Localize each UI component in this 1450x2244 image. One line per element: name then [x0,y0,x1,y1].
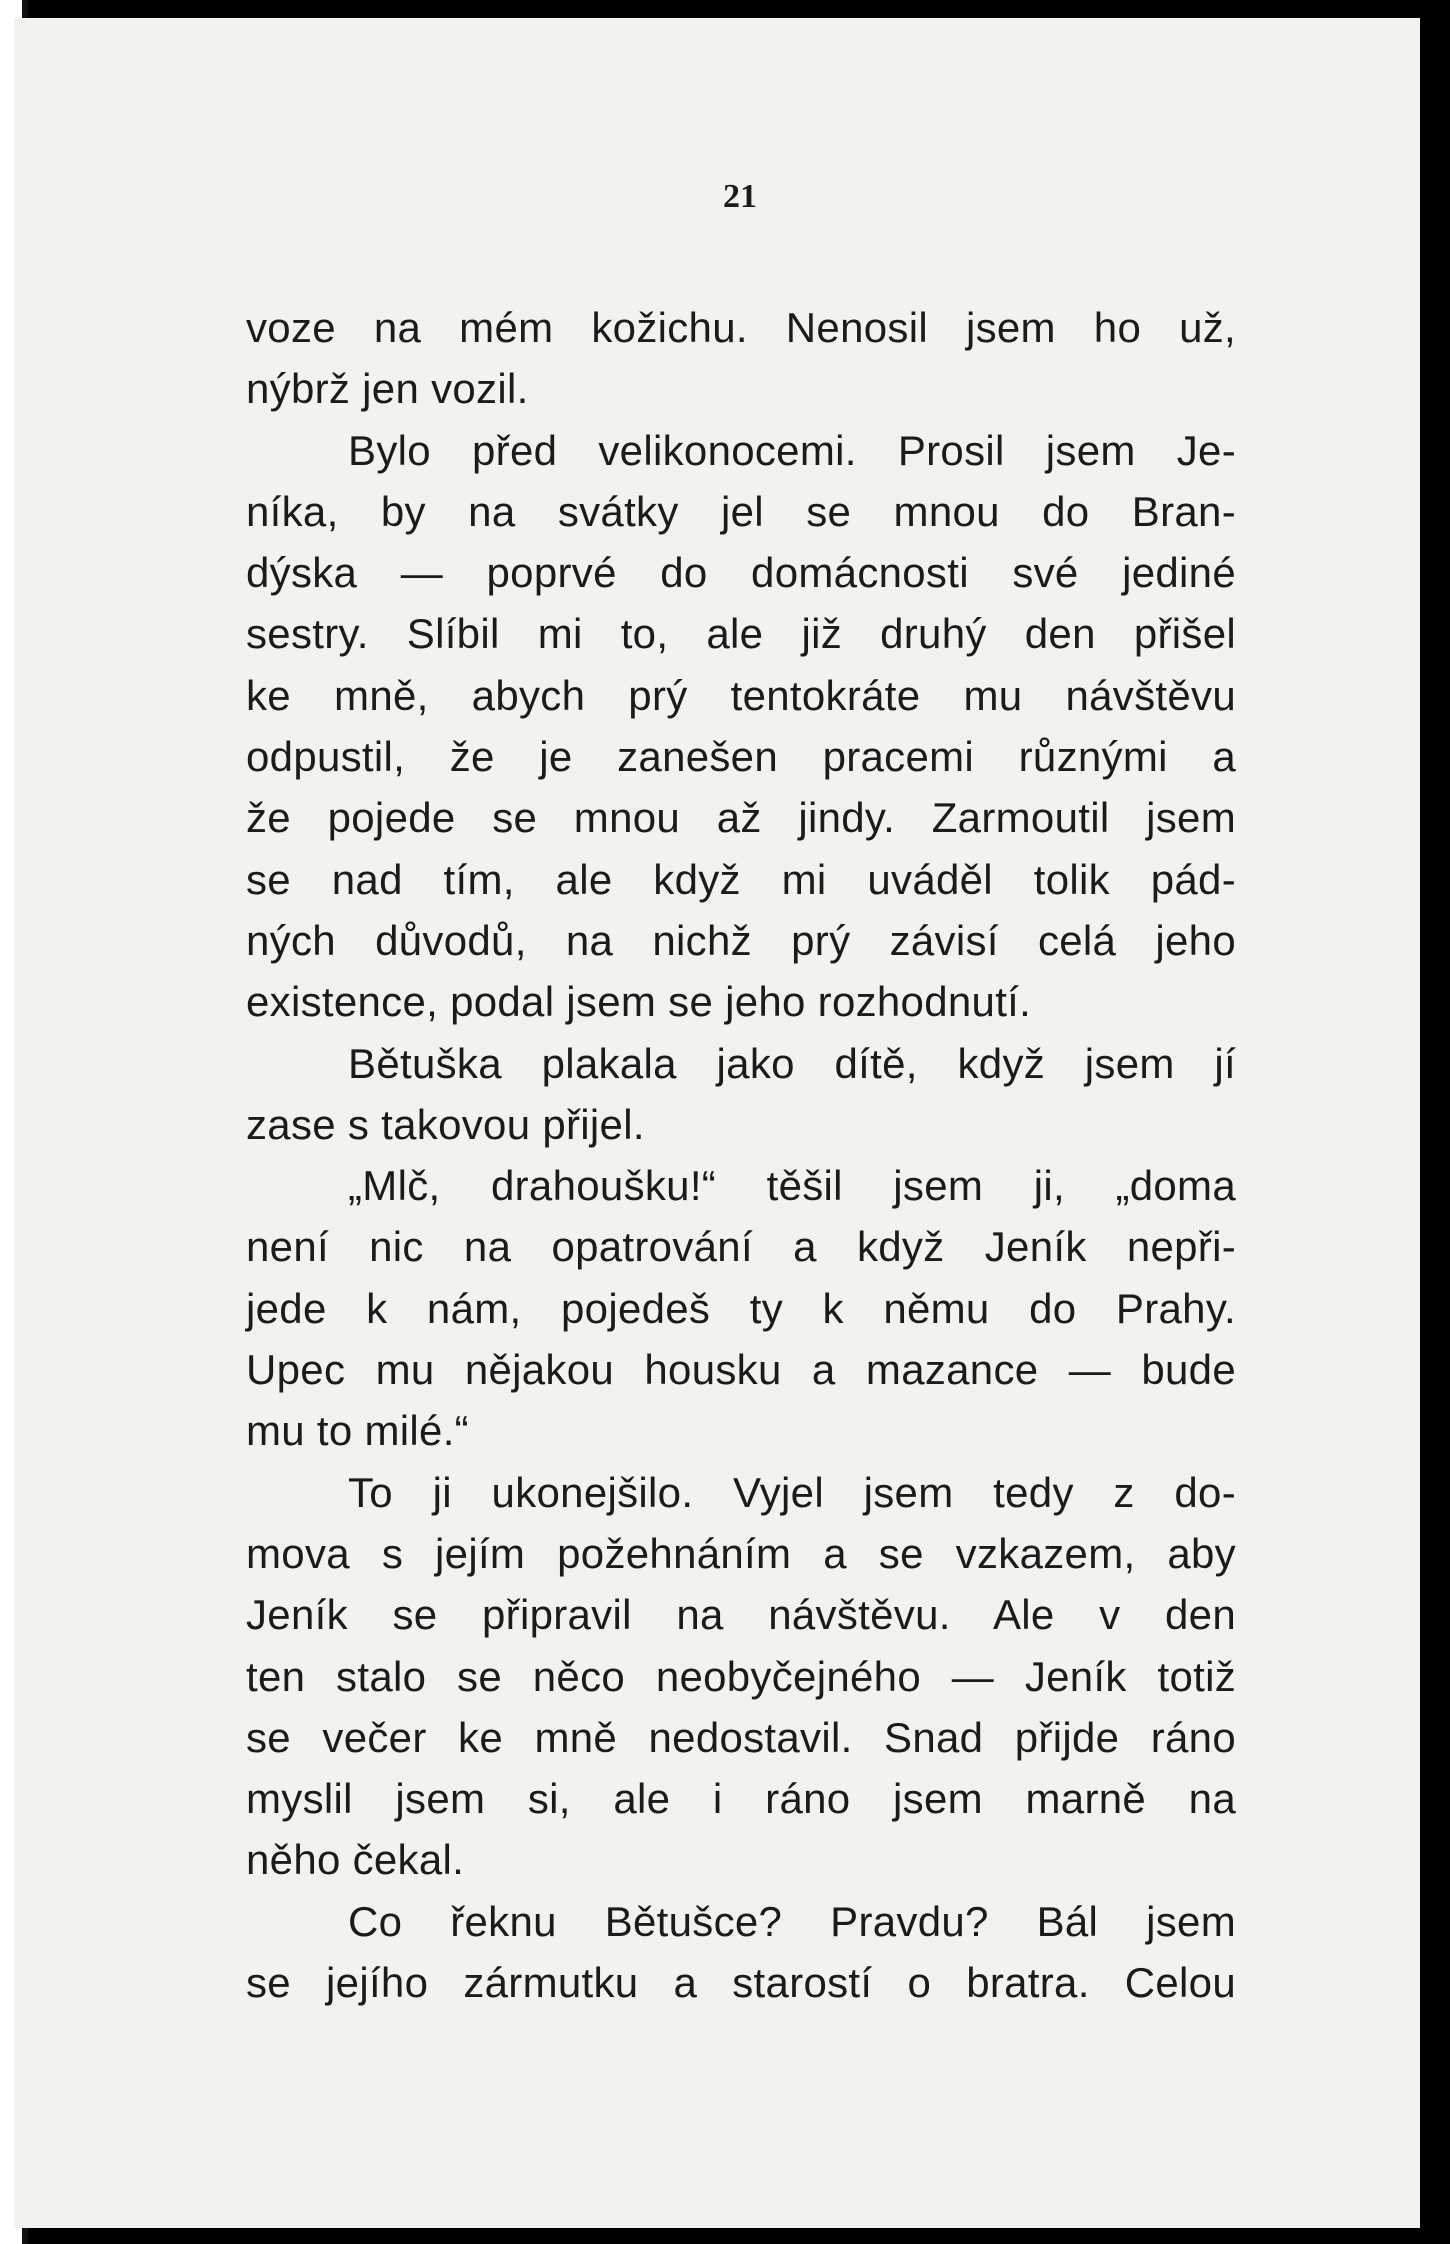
text-line: není nic na opatrování a když Jeník nepři- [246,1223,1236,1271]
text-line: jede k nám, pojedeš ty k němu do Prahy. [246,1284,1236,1332]
page-number: 21 [723,178,757,215]
text-line: Bylo před velikonocemi. Prosil jsem Je- [348,426,1236,474]
text-line: dýska — poprvé do domácnosti své jediné [246,549,1236,597]
text-line: sestry. Slíbil mi to, ale již druhý den přišel [246,610,1236,658]
text-line: existence, podal jsem se jeho rozhodnutí. [246,978,1032,1026]
text-line: „Mlč, drahoušku!“ těšil jsem ji, „doma [348,1162,1236,1210]
text-line: voze na mém kožichu. Nenosil jsem ho už, [246,304,1236,351]
text-line: ných důvodů, na nichž prý závisí celá jeho [246,916,1236,964]
text-line: myslil jsem si, ale i ráno jsem marně na [246,1775,1236,1823]
text-line: odpustil, že je zanešen pracemi různými a [246,733,1236,781]
page-body-text [246,297,1236,2013]
text-line: mova s jejím požehnáním a se vzkazem, aby [246,1529,1236,1577]
text-line: Jeník se připravil na návštěvu. Ale v den [246,1591,1236,1639]
page-shadow [1420,18,1450,2228]
text-line: ten stalo se něco neobyčejného — Jeník totiž [246,1652,1236,1700]
text-line: něho čekal. [246,1836,465,1884]
text-line: ke mně, abych prý tentokráte mu návštěvu [246,671,1236,719]
text-line: Co řeknu Bětušce? Pravdu? Bál jsem [348,1897,1236,1945]
text-line: že pojede se mnou až jindy. Zarmoutil jsem [246,794,1236,842]
text-line: se večer ke mně nedostavil. Snad přijde ráno [246,1713,1236,1761]
text-line: se nad tím, ale když mi uváděl tolik pád- [246,855,1236,903]
text-line: To ji ukonejšilo. Vyjel jsem tedy z do- [348,1468,1236,1516]
text-line: se jejího zármutku a starostí o bratra. Celou [246,1959,1236,2007]
text-line: Bětuška plakala jako dítě, když jsem jí [348,1039,1236,1087]
text-line: nýbrž jen vozil. [246,365,529,413]
text-line: Upec mu nějakou housku a mazance — bude [246,1346,1236,1394]
text-line: mu to milé.“ [246,1407,469,1455]
text-line: níka, by na svátky jel se mnou do Bran- [246,487,1236,535]
text-line: zase s takovou přijel. [246,1100,645,1148]
